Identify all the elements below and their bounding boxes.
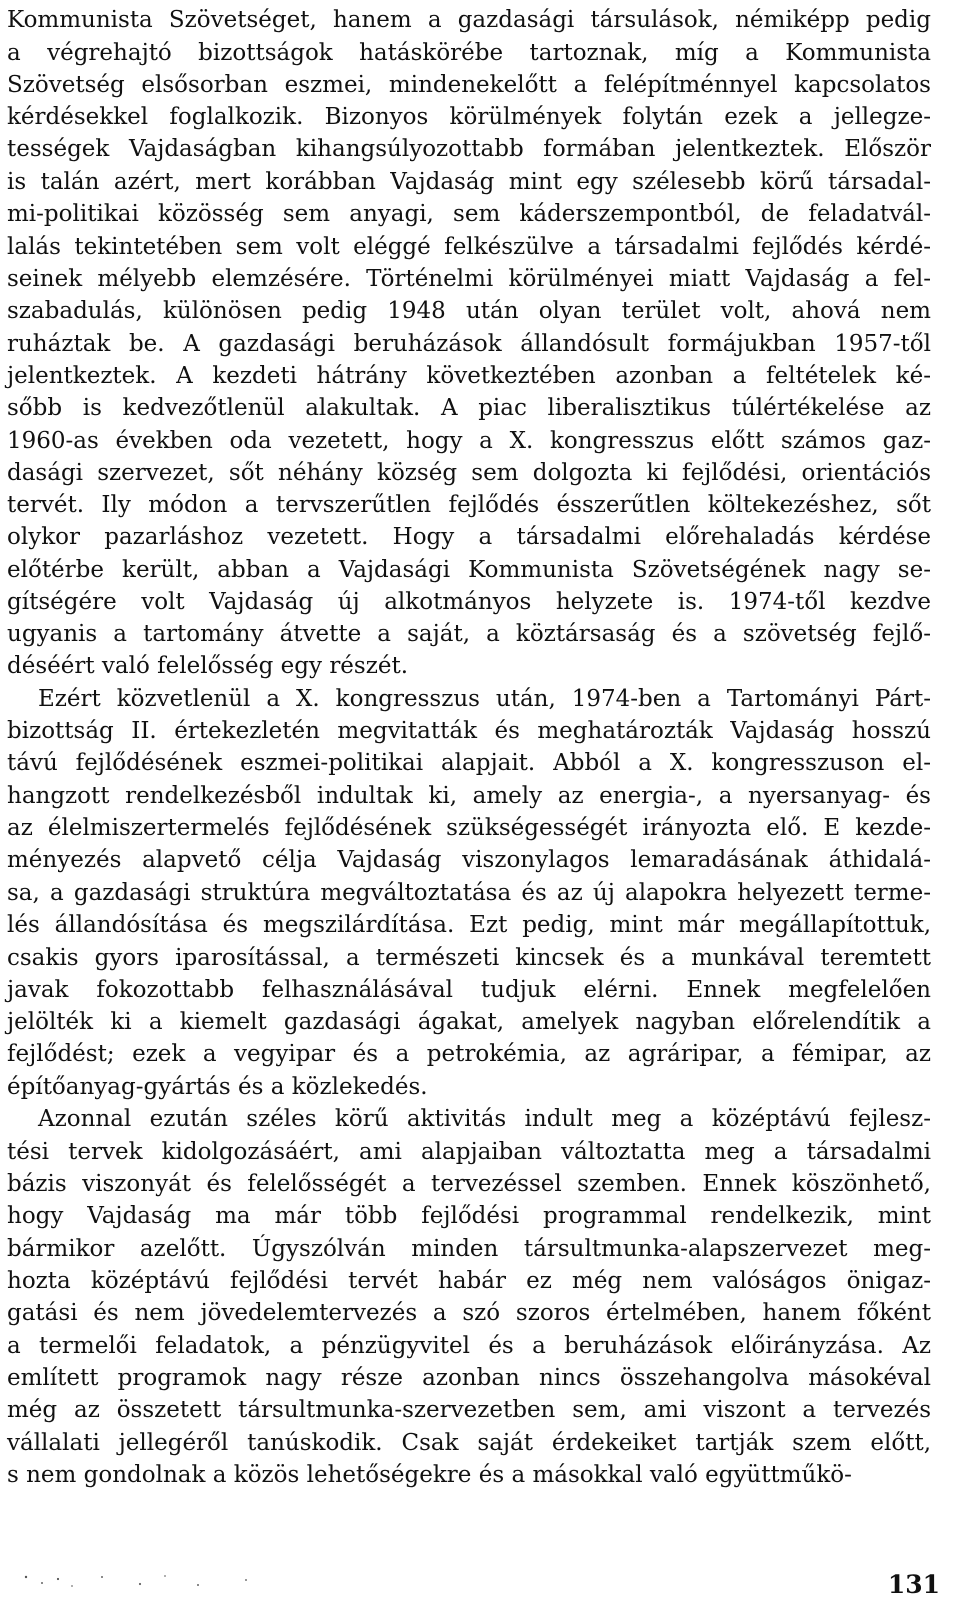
text-line: olykor pazarláshoz vezetett. Hogy a társadalmi előrehaladás kérdése xyxy=(7,524,931,550)
text-line: építőanyag-gyártás és a közlekedés. xyxy=(7,1074,428,1100)
text-line: bázis viszonyát és felelősségét a tervezéssel szemben. Ennek köszönhető, xyxy=(7,1171,931,1197)
text-line: hogy Vajdaság ma már több fejlődési programmal rendelkezik, mint xyxy=(7,1203,931,1229)
text-line: távú fejlődésének eszmei-politikai alapjait. Abból a X. kongresszuson el- xyxy=(7,750,931,776)
text-line: kérdésekkel foglalkozik. Bizonyos körülmények folytán ezek a jellegze- xyxy=(7,104,931,130)
text-line: tervét. Ily módon a tervszerűtlen fejlődés ésszerűtlen költekezéshez, sőt xyxy=(7,492,931,518)
text-line: dasági szervezet, sőt néhány község sem dolgozta ki fejlődési, orientációs xyxy=(7,460,931,486)
text-line: gítségére volt Vajdaság új alkotmányos helyzete is. 1974-től kezdve xyxy=(7,589,931,615)
text-line: ruháztak be. A gazdasági beruházások állandósult formájukban 1957-től xyxy=(7,331,931,357)
text-line: fejlődést; ezek a vegyipar és a petrokémia, az agráripar, a fémipar, az xyxy=(7,1041,931,1067)
text-line: a termelői feladatok, a pénzügyvitel és a beruházások előirányzása. Az xyxy=(7,1333,931,1359)
text-line: tességek Vajdaságban kihangsúlyozottabb formában jelentkeztek. Először xyxy=(7,136,931,162)
text-line: hozta középtávú fejlődési tervét habár ez még nem valóságos önigaz- xyxy=(7,1268,931,1294)
text-line: lalás tekintetében sem volt eléggé felkészülve a társadalmi fejlődés kérdé- xyxy=(7,234,931,260)
page-number: 131 xyxy=(887,1570,940,1599)
scan-speckles xyxy=(14,1568,314,1596)
text-line: hangzott rendelkezésből indultak ki, amely az energia-, a nyersanyag- és xyxy=(7,783,931,809)
text-line: Ezért közvetlenül a X. kongresszus után, 1974-ben a Tartományi Párt- xyxy=(38,686,931,712)
text-line: gatási és nem jövedelemtervezés a szó szoros értelmében, hanem főként xyxy=(7,1300,931,1326)
text-line: még az összetett társultmunka-szervezetben sem, ami viszont a tervezés xyxy=(7,1397,931,1423)
text-line: 1960-as években oda vezetett, hogy a X. kongresszus előtt számos gaz- xyxy=(7,428,931,454)
text-line: is talán azért, mert korábban Vajdaság mint egy szélesebb körű társadal- xyxy=(7,169,931,195)
text-line: tési tervek kidolgozásáért, ami alapjaiban változtatta meg a társadalmi xyxy=(7,1139,931,1165)
text-line: sa, a gazdasági struktúra megváltoztatása és az új alapokra helyezett terme- xyxy=(7,880,931,906)
text-line: mi-politikai közösség sem anyagi, sem káderszempontból, de feladatvál- xyxy=(7,201,931,227)
text-line: déséért való felelősség egy részét. xyxy=(7,653,409,679)
text-line: ményezés alapvető célja Vajdaság viszonylagos lemaradásának áthidalá- xyxy=(7,847,931,873)
text-line: bármikor azelőtt. Úgyszólván minden társultmunka-alapszervezet meg- xyxy=(7,1236,931,1262)
text-line: előtérbe került, abban a Vajdasági Kommunista Szövetségének nagy se- xyxy=(7,557,931,583)
text-line: Kommunista Szövetséget, hanem a gazdasági társulások, némiképp pedig xyxy=(7,7,931,33)
text-line: javak fokozottabb felhasználásával tudjuk elérni. Ennek megfelelően xyxy=(7,977,931,1003)
text-line: s nem gondolnak a közös lehetőségekre és a másokkal való együttműkö- xyxy=(7,1462,852,1488)
text-line: említett programok nagy része azonban nincs összehangolva másokéval xyxy=(7,1365,931,1391)
text-line: bizottság II. értekezletén megvitatták és meghatározták Vajdaság hosszú xyxy=(7,718,931,744)
text-line: sőbb is kedvezőtlenül alakultak. A piac liberalisztikus túlértékelése az xyxy=(7,395,931,421)
text-line: az élelmiszertermelés fejlődésének szükségességét irányozta elő. E kezde- xyxy=(7,815,931,841)
text-line: Azonnal ezután széles körű aktivitás indult meg a középtávú fejlesz- xyxy=(38,1106,931,1132)
text-line: jelölték ki a kiemelt gazdasági ágakat, amelyek nagyban előrelendítik a xyxy=(7,1009,931,1035)
text-line: lés állandósítása és megszilárdítása. Ezt pedig, mint már megállapítottuk, xyxy=(7,912,931,938)
text-line: szabadulás, különösen pedig 1948 után olyan terület volt, ahová nem xyxy=(7,298,931,324)
text-line: a végrehajtó bizottságok hatáskörébe tartoznak, míg a Kommunista xyxy=(7,40,931,66)
text-line: vállalati jellegéről tanúskodik. Csak saját érdekeiket tartják szem előtt, xyxy=(7,1430,931,1456)
text-line: seinek mélyebb elemzésére. Történelmi körülményei miatt Vajdaság a fel- xyxy=(7,266,931,292)
text-line: Szövetség elsősorban eszmei, mindenekelőtt a felépítménnyel kapcsolatos xyxy=(7,72,931,98)
text-line: jelentkeztek. A kezdeti hátrány következtében azonban a feltételek ké- xyxy=(7,363,931,389)
text-line: ugyanis a tartomány átvette a saját, a köztársaság és a szövetség fejlő- xyxy=(7,621,931,647)
text-line: csakis gyors iparosítással, a természeti kincsek és a munkával teremtett xyxy=(7,945,931,971)
